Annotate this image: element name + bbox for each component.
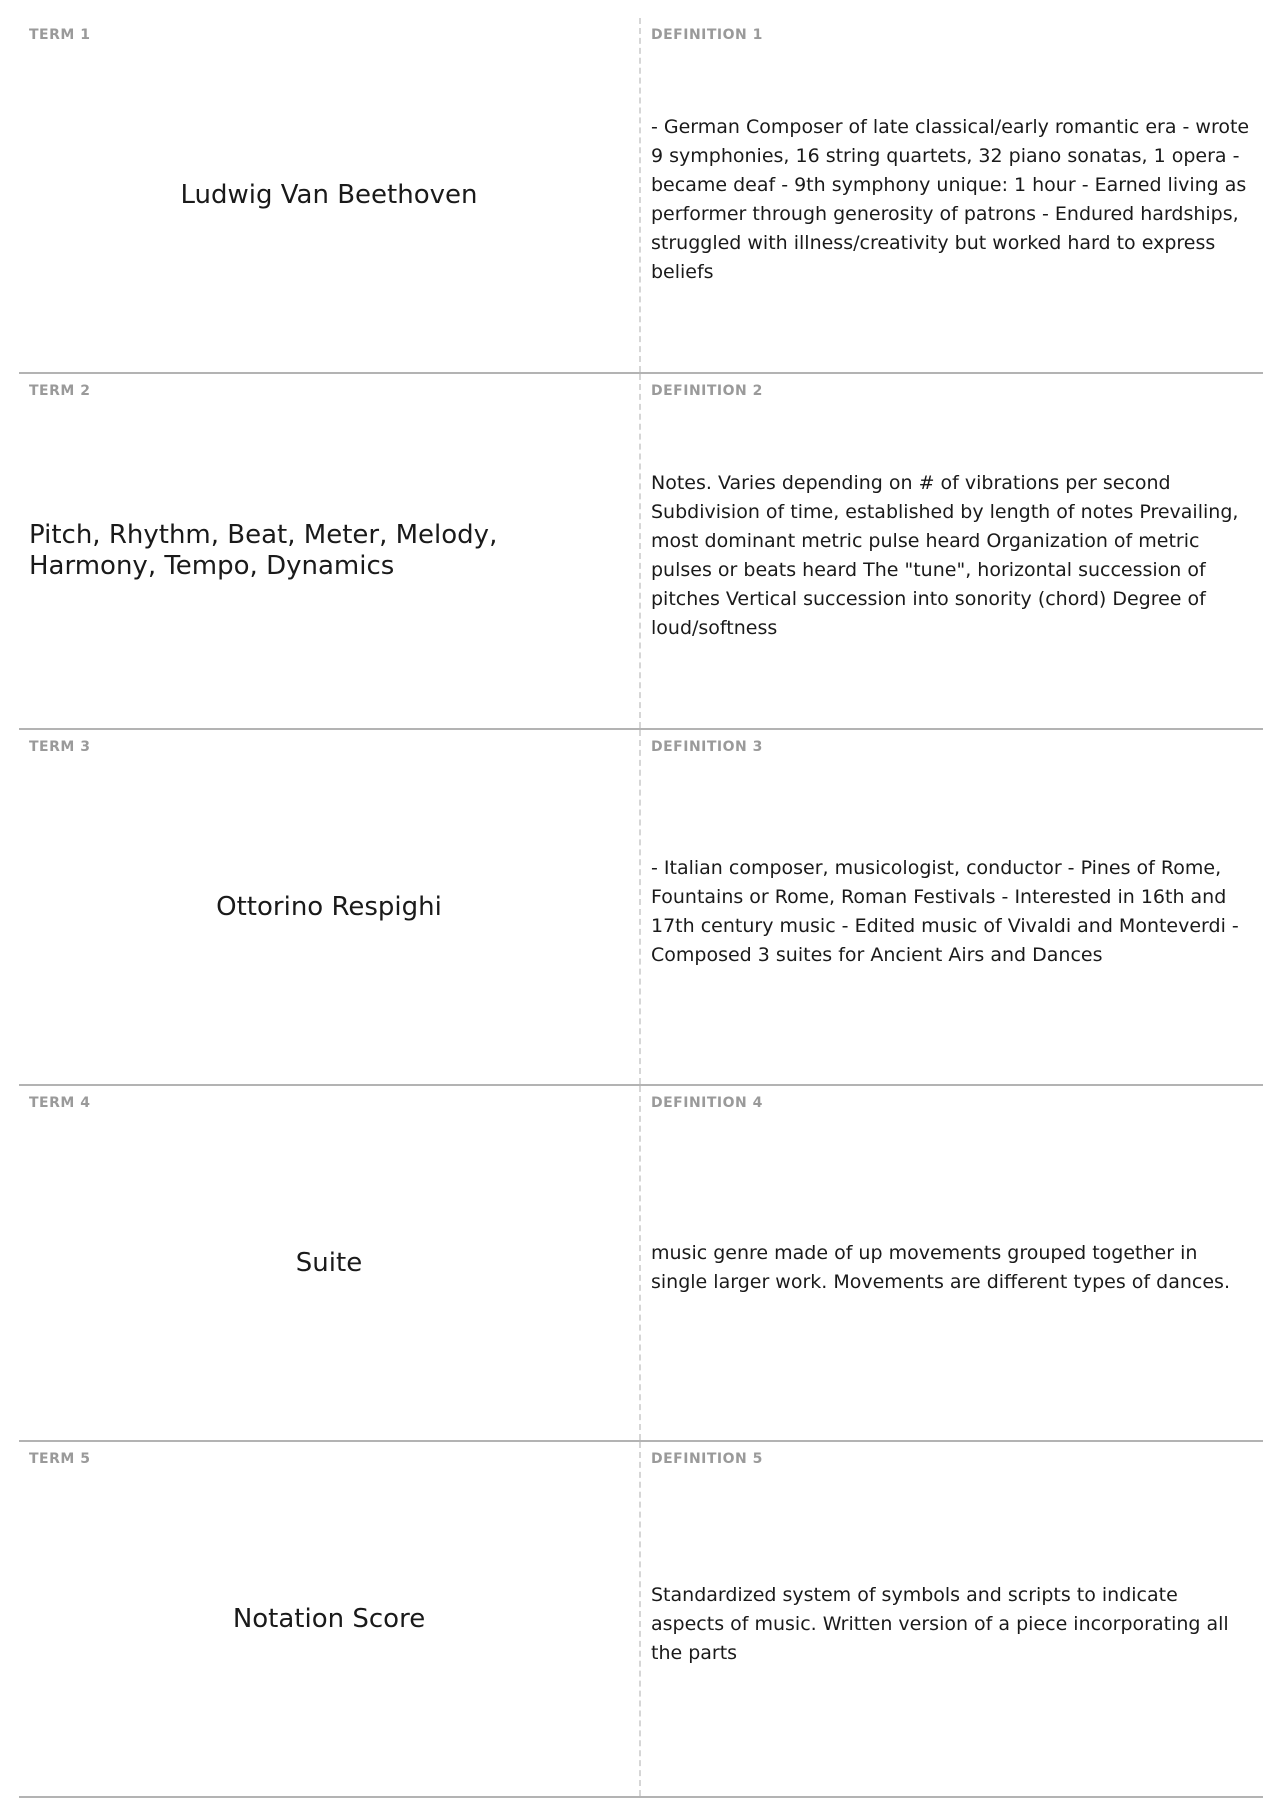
definition-text: - German Composer of late classical/early romantic era - wrote 9 symphonies, 16 string quartets, 32 piano sonatas, 1 opera - became deaf - 9th symphony unique: 1 hour - Earned living as performer through generosity of patrons - Endured hardships, struggled with illness/creativity but worked hard to express beliefs bbox=[651, 116, 1250, 283]
term-text: Ottorino Respighi bbox=[216, 891, 442, 922]
definition-text: - Italian composer, musicologist, conductor - Pines of Rome, Fountains or Rome, Roman Festivals - Interested in 16th and 17th century music - Edited music of Vivaldi and Monteverdi - Composed 3 suites for Ancient Airs and Dances bbox=[651, 857, 1239, 966]
definition-text: Standardized system of symbols and scripts to indicate aspects of music. Written version of a piece incorporating all the parts bbox=[651, 1583, 1229, 1664]
flashcard-row bbox=[19, 1442, 1263, 1798]
definition-label: DEFINITION 4 bbox=[651, 1095, 763, 1111]
definition-cell bbox=[641, 1086, 1263, 1440]
term-label: TERM 1 bbox=[29, 27, 91, 43]
definition-text: Notes. Varies depending on # of vibrations per second Subdivision of time, established by length of notes Prevailing, most dominant metric pulse heard Organization of metric pulses or beats heard The "tune", horizontal succession of pitches Vertical succession into sonority (chord) Degree of loud/softness bbox=[651, 472, 1239, 639]
term-label: TERM 4 bbox=[29, 1095, 91, 1111]
term-label: TERM 2 bbox=[29, 383, 91, 399]
term-text: Pitch, Rhythm, Beat, Meter, Melody, Harmony, Tempo, Dynamics bbox=[29, 520, 498, 581]
definition-cell bbox=[641, 374, 1263, 728]
term-cell bbox=[19, 730, 641, 1084]
flashcard-row bbox=[19, 18, 1263, 374]
flashcard-sheet bbox=[19, 18, 1263, 1798]
term-cell bbox=[19, 1442, 641, 1796]
flashcard-row bbox=[19, 1086, 1263, 1442]
term-text: Ludwig Van Beethoven bbox=[180, 179, 478, 210]
definition-label: DEFINITION 2 bbox=[651, 383, 763, 399]
definition-label: DEFINITION 3 bbox=[651, 739, 763, 755]
term-label: TERM 3 bbox=[29, 739, 91, 755]
flashcard-row bbox=[19, 730, 1263, 1086]
definition-cell bbox=[641, 730, 1263, 1084]
definition-cell bbox=[641, 1442, 1263, 1796]
term-text: Suite bbox=[295, 1247, 363, 1278]
term-cell bbox=[19, 1086, 641, 1440]
term-text: Notation Score bbox=[232, 1603, 426, 1634]
definition-label: DEFINITION 1 bbox=[651, 27, 763, 43]
definition-cell bbox=[641, 18, 1263, 372]
definition-text: music genre made of up movements grouped together in single larger work. Movements are different types of dances. bbox=[651, 1242, 1230, 1293]
term-cell bbox=[19, 18, 641, 372]
flashcard-row bbox=[19, 374, 1263, 730]
term-cell bbox=[19, 374, 641, 728]
term-label: TERM 5 bbox=[29, 1451, 91, 1467]
definition-label: DEFINITION 5 bbox=[651, 1451, 763, 1467]
